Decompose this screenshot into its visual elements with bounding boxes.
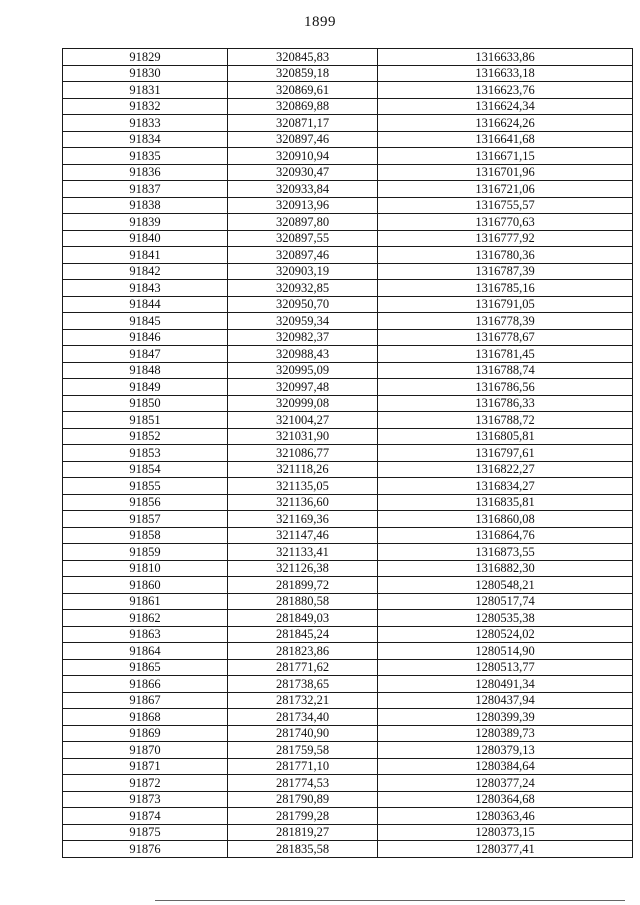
point-number-cell: 91830 [63,65,228,82]
point-number-cell: 91854 [63,461,228,478]
x-coordinate-cell: 320897,46 [228,247,378,264]
point-number-cell: 91855 [63,478,228,495]
point-number-cell: 91831 [63,82,228,99]
y-coordinate-cell: 1316797,61 [378,445,633,462]
x-coordinate-cell: 320913,96 [228,197,378,214]
table-row [63,676,633,693]
table-row [63,808,633,825]
table-row [63,610,633,627]
table-row [63,247,633,264]
y-coordinate-cell: 1280379,13 [378,742,633,759]
y-coordinate-cell: 1316864,76 [378,527,633,544]
x-coordinate-cell: 320845,83 [228,49,378,66]
point-number-cell: 91862 [63,610,228,627]
x-coordinate-cell: 281759,58 [228,742,378,759]
y-coordinate-cell: 1316780,36 [378,247,633,264]
x-coordinate-cell: 281790,89 [228,791,378,808]
x-coordinate-cell: 321135,05 [228,478,378,495]
x-coordinate-cell: 281771,62 [228,659,378,676]
table-row [63,280,633,297]
x-coordinate-cell: 281899,72 [228,577,378,594]
y-coordinate-cell: 1316770,63 [378,214,633,231]
x-coordinate-cell: 281823,86 [228,643,378,660]
table-row [63,263,633,280]
point-number-cell: 91845 [63,313,228,330]
y-coordinate-cell: 1280514,90 [378,643,633,660]
table-row [63,362,633,379]
point-number-cell: 91840 [63,230,228,247]
table-row [63,428,633,445]
y-coordinate-cell: 1280373,15 [378,824,633,841]
y-coordinate-cell: 1316822,27 [378,461,633,478]
point-number-cell: 91839 [63,214,228,231]
table-row [63,49,633,66]
table-row [63,775,633,792]
table-row [63,329,633,346]
y-coordinate-cell: 1316781,45 [378,346,633,363]
point-number-cell: 91860 [63,577,228,594]
y-coordinate-cell: 1316755,57 [378,197,633,214]
table-row [63,98,633,115]
bottom-divider [155,900,625,901]
x-coordinate-cell: 281849,03 [228,610,378,627]
table-row [63,824,633,841]
x-coordinate-cell: 320995,09 [228,362,378,379]
point-number-cell: 91870 [63,742,228,759]
x-coordinate-cell: 320933,84 [228,181,378,198]
y-coordinate-cell: 1316834,27 [378,478,633,495]
point-number-cell: 91836 [63,164,228,181]
table-row [63,148,633,165]
point-number-cell: 91851 [63,412,228,429]
point-number-cell: 91837 [63,181,228,198]
point-number-cell: 91876 [63,841,228,858]
point-number-cell: 91864 [63,643,228,660]
point-number-cell: 91868 [63,709,228,726]
x-coordinate-cell: 281845,24 [228,626,378,643]
table-row [63,692,633,709]
table-row [63,313,633,330]
x-coordinate-cell: 320869,88 [228,98,378,115]
y-coordinate-cell: 1280524,02 [378,626,633,643]
table-row [63,626,633,643]
page-number: 1899 [304,14,336,30]
y-coordinate-cell: 1316721,06 [378,181,633,198]
table-row [63,412,633,429]
table-row [63,841,633,858]
table-row [63,230,633,247]
point-number-cell: 91853 [63,445,228,462]
y-coordinate-cell: 1316633,18 [378,65,633,82]
point-number-cell: 91835 [63,148,228,165]
table-row [63,164,633,181]
y-coordinate-cell: 1316873,55 [378,544,633,561]
x-coordinate-cell: 321136,60 [228,494,378,511]
y-coordinate-cell: 1316778,67 [378,329,633,346]
point-number-cell: 91874 [63,808,228,825]
table-row [63,445,633,462]
table-body [63,49,633,858]
y-coordinate-cell: 1316624,26 [378,115,633,132]
x-coordinate-cell: 321004,27 [228,412,378,429]
table-row [63,346,633,363]
y-coordinate-cell: 1316623,76 [378,82,633,99]
y-coordinate-cell: 1316786,33 [378,395,633,412]
y-coordinate-cell: 1316805,81 [378,428,633,445]
y-coordinate-cell: 1316624,34 [378,98,633,115]
point-number-cell: 91810 [63,560,228,577]
y-coordinate-cell: 1280377,41 [378,841,633,858]
point-number-cell: 91847 [63,346,228,363]
table-row [63,214,633,231]
x-coordinate-cell: 321118,26 [228,461,378,478]
point-number-cell: 91863 [63,626,228,643]
table-row [63,494,633,511]
x-coordinate-cell: 320950,70 [228,296,378,313]
x-coordinate-cell: 281740,90 [228,725,378,742]
y-coordinate-cell: 1316778,39 [378,313,633,330]
table-row [63,181,633,198]
y-coordinate-cell: 1316701,96 [378,164,633,181]
point-number-cell: 91856 [63,494,228,511]
table-row [63,131,633,148]
table-row [63,593,633,610]
y-coordinate-cell: 1280363,46 [378,808,633,825]
x-coordinate-cell: 320859,18 [228,65,378,82]
point-number-cell: 91846 [63,329,228,346]
point-number-cell: 91838 [63,197,228,214]
y-coordinate-cell: 1280517,74 [378,593,633,610]
table-row [63,82,633,99]
x-coordinate-cell: 281774,53 [228,775,378,792]
y-coordinate-cell: 1316835,81 [378,494,633,511]
y-coordinate-cell: 1280399,39 [378,709,633,726]
y-coordinate-cell: 1316641,68 [378,131,633,148]
x-coordinate-cell: 321147,46 [228,527,378,544]
y-coordinate-cell: 1316786,56 [378,379,633,396]
table-row [63,725,633,742]
point-number-cell: 91848 [63,362,228,379]
point-number-cell: 91859 [63,544,228,561]
x-coordinate-cell: 281819,27 [228,824,378,841]
point-number-cell: 91866 [63,676,228,693]
point-number-cell: 91872 [63,775,228,792]
x-coordinate-cell: 281734,40 [228,709,378,726]
y-coordinate-cell: 1316860,08 [378,511,633,528]
point-number-cell: 91834 [63,131,228,148]
table-row [63,115,633,132]
point-number-cell: 91873 [63,791,228,808]
y-coordinate-cell: 1316787,39 [378,263,633,280]
point-number-cell: 91852 [63,428,228,445]
point-number-cell: 91850 [63,395,228,412]
x-coordinate-cell: 320932,85 [228,280,378,297]
x-coordinate-cell: 320897,46 [228,131,378,148]
x-coordinate-cell: 281880,58 [228,593,378,610]
point-number-cell: 91867 [63,692,228,709]
table-row [63,395,633,412]
x-coordinate-cell: 320997,48 [228,379,378,396]
x-coordinate-cell: 321086,77 [228,445,378,462]
point-number-cell: 91833 [63,115,228,132]
table-row [63,527,633,544]
x-coordinate-cell: 321031,90 [228,428,378,445]
x-coordinate-cell: 321133,41 [228,544,378,561]
x-coordinate-cell: 320871,17 [228,115,378,132]
x-coordinate-cell: 281799,28 [228,808,378,825]
x-coordinate-cell: 320903,19 [228,263,378,280]
y-coordinate-cell: 1316788,72 [378,412,633,429]
x-coordinate-cell: 281835,58 [228,841,378,858]
table-row [63,511,633,528]
point-number-cell: 91849 [63,379,228,396]
x-coordinate-cell: 320988,43 [228,346,378,363]
table-row [63,197,633,214]
y-coordinate-cell: 1280377,24 [378,775,633,792]
y-coordinate-cell: 1316633,86 [378,49,633,66]
x-coordinate-cell: 320982,37 [228,329,378,346]
table-row [63,544,633,561]
x-coordinate-cell: 320930,47 [228,164,378,181]
coordinates-table-container [62,48,632,858]
point-number-cell: 91871 [63,758,228,775]
x-coordinate-cell: 320959,34 [228,313,378,330]
x-coordinate-cell: 321126,38 [228,560,378,577]
point-number-cell: 91841 [63,247,228,264]
point-number-cell: 91865 [63,659,228,676]
coordinates-table [62,48,633,858]
y-coordinate-cell: 1316671,15 [378,148,633,165]
y-coordinate-cell: 1316882,30 [378,560,633,577]
table-row [63,742,633,759]
point-number-cell: 91875 [63,824,228,841]
x-coordinate-cell: 320910,94 [228,148,378,165]
table-row [63,791,633,808]
point-number-cell: 91858 [63,527,228,544]
table-row [63,659,633,676]
y-coordinate-cell: 1316785,16 [378,280,633,297]
y-coordinate-cell: 1280364,68 [378,791,633,808]
y-coordinate-cell: 1280437,94 [378,692,633,709]
point-number-cell: 91842 [63,263,228,280]
x-coordinate-cell: 320999,08 [228,395,378,412]
table-row [63,577,633,594]
table-row [63,560,633,577]
y-coordinate-cell: 1280389,73 [378,725,633,742]
table-row [63,478,633,495]
y-coordinate-cell: 1316791,05 [378,296,633,313]
point-number-cell: 91843 [63,280,228,297]
table-row [63,461,633,478]
point-number-cell: 91861 [63,593,228,610]
point-number-cell: 91844 [63,296,228,313]
y-coordinate-cell: 1316777,92 [378,230,633,247]
x-coordinate-cell: 281732,21 [228,692,378,709]
x-coordinate-cell: 320869,61 [228,82,378,99]
y-coordinate-cell: 1280491,34 [378,676,633,693]
y-coordinate-cell: 1280384,64 [378,758,633,775]
table-row [63,709,633,726]
x-coordinate-cell: 281771,10 [228,758,378,775]
table-row [63,65,633,82]
point-number-cell: 91869 [63,725,228,742]
x-coordinate-cell: 320897,55 [228,230,378,247]
x-coordinate-cell: 320897,80 [228,214,378,231]
table-row [63,379,633,396]
y-coordinate-cell: 1280535,38 [378,610,633,627]
table-row [63,643,633,660]
point-number-cell: 91857 [63,511,228,528]
table-row [63,758,633,775]
x-coordinate-cell: 321169,36 [228,511,378,528]
y-coordinate-cell: 1280513,77 [378,659,633,676]
y-coordinate-cell: 1316788,74 [378,362,633,379]
y-coordinate-cell: 1280548,21 [378,577,633,594]
x-coordinate-cell: 281738,65 [228,676,378,693]
point-number-cell: 91832 [63,98,228,115]
table-row [63,296,633,313]
point-number-cell: 91829 [63,49,228,66]
